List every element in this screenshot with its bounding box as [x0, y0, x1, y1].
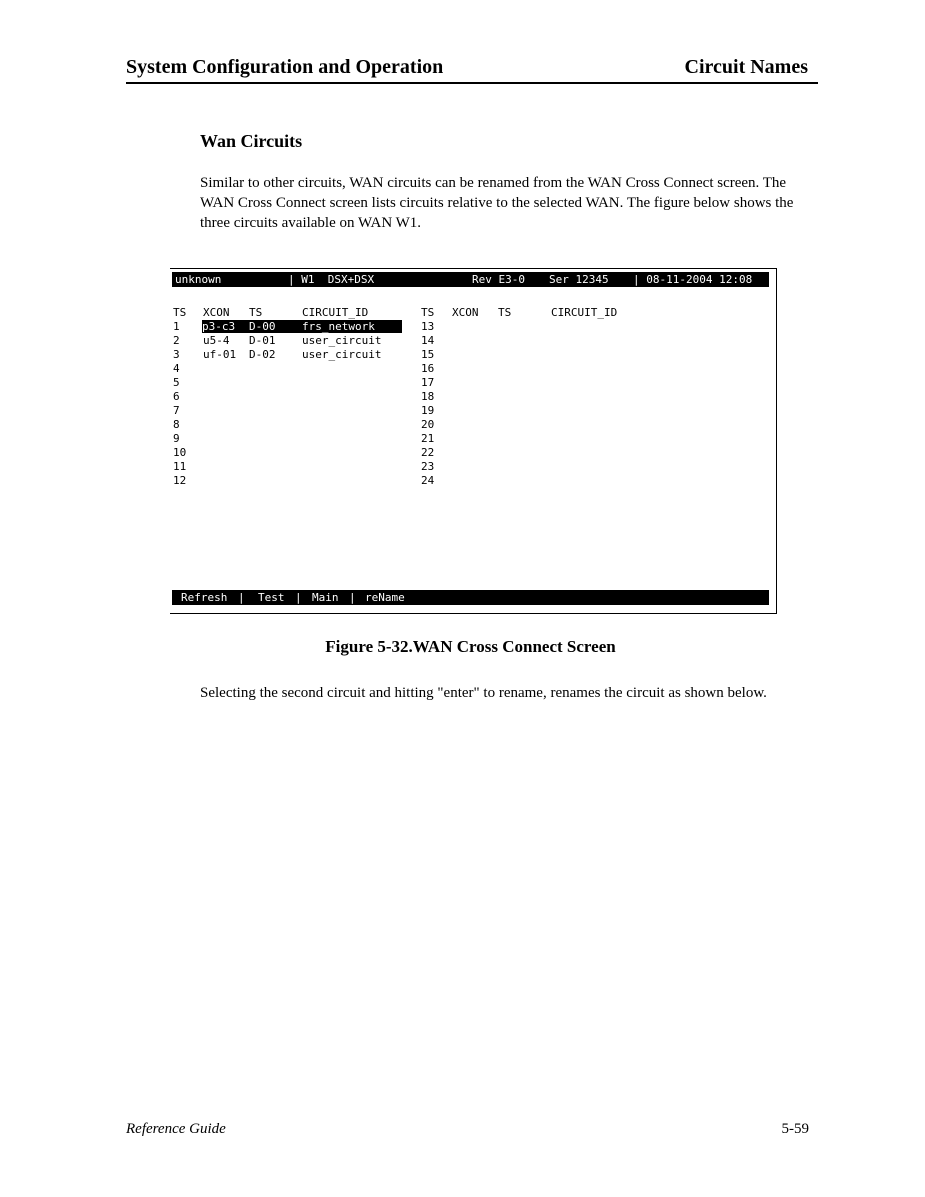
- col-header-xcon: XCON: [203, 306, 230, 319]
- col-header-xcon-right: XCON: [452, 306, 479, 319]
- ts-cell-right: 21: [421, 432, 435, 445]
- col-header-circuit-id-right: CIRCUIT_ID: [551, 306, 618, 319]
- circuit-id-cell[interactable]: user_circuit: [302, 334, 382, 347]
- wan-cross-connect-screen: [170, 268, 777, 614]
- page-header-right: Circuit Names: [684, 56, 808, 78]
- col-header-circuit-id: CIRCUIT_ID: [302, 306, 369, 319]
- menu-main[interactable]: Main: [312, 591, 339, 604]
- ts-cell-right: 16: [421, 362, 435, 375]
- ts-cell: 11: [173, 460, 187, 473]
- ts-cell: 1: [173, 320, 180, 333]
- ts-cell-right: 17: [421, 376, 435, 389]
- ts-cell-right: 19: [421, 404, 435, 417]
- col-header-ts: TS: [173, 306, 187, 319]
- terminal-menu-bar: [172, 590, 769, 605]
- menu-separator: |: [238, 591, 245, 604]
- xts-cell[interactable]: D-01: [249, 334, 276, 347]
- footer-left: Reference Guide: [126, 1121, 226, 1137]
- figure-caption-text: Figure 5-32.WAN Cross Connect Screen: [325, 637, 616, 656]
- ts-cell-right: 18: [421, 390, 435, 403]
- menu-separator: |: [295, 591, 302, 604]
- status-wan: | W1 DSX+DSX: [288, 273, 375, 286]
- figure-caption: [0, 637, 925, 657]
- ts-cell: 10: [173, 446, 187, 459]
- xts-cell-selected[interactable]: D-00: [249, 320, 302, 333]
- page-header-left: System Configuration and Operation: [126, 56, 444, 78]
- xcon-cell-selected[interactable]: p3-c3: [202, 320, 250, 333]
- ts-cell-right: 14: [421, 334, 435, 347]
- ts-cell: 4: [173, 362, 180, 375]
- xcon-cell[interactable]: uf-01: [203, 348, 237, 361]
- xts-cell[interactable]: D-02: [249, 348, 276, 361]
- intro-paragraph: Similar to other circuits, WAN circuits can be renamed from the WAN Cross Connect screen. The WAN Cross Connect screen lists circuits relative to the selected WAN. The figure below shows the three circuits available on WAN W1.: [200, 175, 794, 231]
- col-header-xts-right: TS: [498, 306, 512, 319]
- section-title: Wan Circuits: [200, 131, 303, 151]
- footer-page-number: 5-59: [781, 1121, 809, 1137]
- ts-cell: 3: [173, 348, 180, 361]
- ts-cell: 12: [173, 474, 187, 487]
- status-datetime: | 08-11-2004 12:08: [633, 273, 753, 286]
- menu-test[interactable]: Test: [258, 591, 285, 604]
- status-node-name: unknown: [175, 273, 222, 286]
- status-rev: Rev E3-0: [472, 273, 525, 286]
- menu-rename[interactable]: reName: [365, 591, 405, 604]
- col-header-ts-right: TS: [421, 306, 435, 319]
- ts-cell: 7: [173, 404, 180, 417]
- ts-cell: 6: [173, 390, 180, 403]
- col-header-xts: TS: [249, 306, 263, 319]
- menu-refresh[interactable]: Refresh: [181, 591, 228, 604]
- terminal-status-bar: [172, 272, 769, 287]
- ts-cell-right: 13: [421, 320, 435, 333]
- ts-cell: 2: [173, 334, 180, 347]
- header-rule: [126, 82, 818, 84]
- xcon-cell[interactable]: u5-4: [203, 334, 230, 347]
- ts-cell-right: 15: [421, 348, 435, 361]
- menu-separator: |: [349, 591, 356, 604]
- ts-cell: 5: [173, 376, 180, 389]
- ts-cell-right: 20: [421, 418, 435, 431]
- status-serial: Ser 12345: [549, 273, 609, 286]
- circuit-id-cell-selected[interactable]: frs_network: [302, 320, 402, 333]
- rename-paragraph: Selecting the second circuit and hitting "enter" to rename, renames the circuit as shown below.: [200, 685, 767, 701]
- ts-cell-right: 22: [421, 446, 435, 459]
- circuit-id-cell[interactable]: user_circuit: [302, 348, 382, 361]
- ts-cell-right: 23: [421, 460, 435, 473]
- ts-cell: 8: [173, 418, 180, 431]
- ts-cell-right: 24: [421, 474, 435, 487]
- ts-cell: 9: [173, 432, 180, 445]
